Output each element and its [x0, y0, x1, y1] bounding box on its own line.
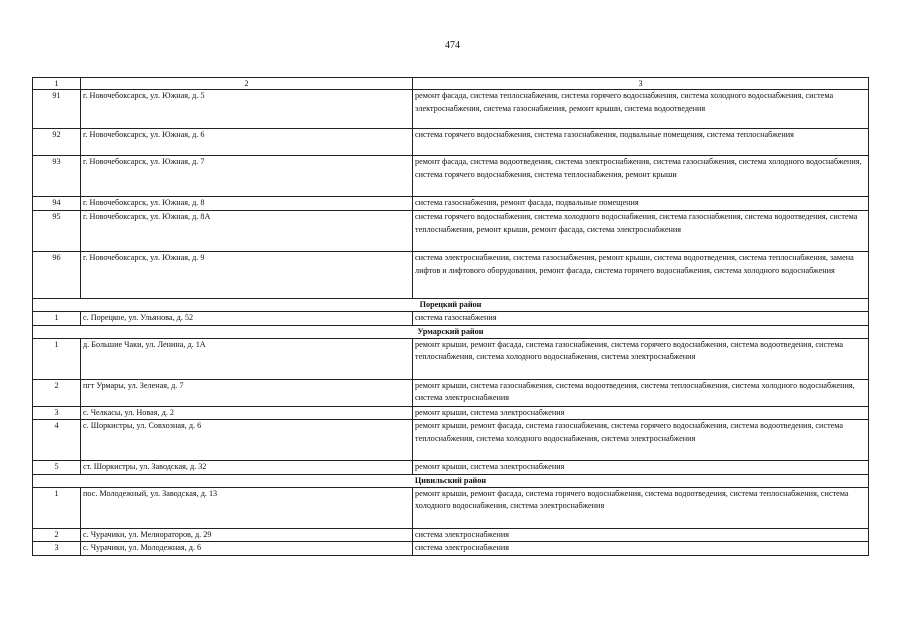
row-works: система электроснабжения — [413, 528, 869, 542]
row-number: 2 — [33, 528, 81, 542]
row-number: 92 — [33, 129, 81, 156]
table-row — [33, 129, 869, 156]
page-number: 474 — [445, 40, 460, 51]
row-number: 1 — [33, 487, 81, 528]
table-row — [33, 211, 869, 252]
row-works: ремонт крыши, ремонт фасада, система газоснабжения, система горячего водоснабжения, система водоотведения, система теплоснабжения, система холодного водоснабжения, система электроснабжения — [413, 338, 869, 379]
row-address: г. Новочебоксарск, ул. Южная, д. 8А — [81, 211, 413, 252]
row-works: ремонт крыши, ремонт фасада, система горячего водоснабжения, система водоотведения, система теплоснабжения, система холодного водоснабжения, система электроснабжения — [413, 487, 869, 528]
column-header-works: 3 — [413, 78, 869, 90]
row-address: г. Новочебоксарск, ул. Южная, д. 9 — [81, 252, 413, 299]
table-row — [33, 542, 869, 556]
row-works: ремонт фасада, система теплоснабжения, система горячего водоснабжения, система холодного водоснабжения, система электроснабжения, система газоснабжения, ремонт крыши, система водоотведения — [413, 90, 869, 129]
row-works: ремонт фасада, система водоотведения, система электроснабжения, система газоснабжения, система холодного водоснабжения, система горячего водоснабжения, система теплоснабжения, ремонт крыши — [413, 156, 869, 197]
row-address: с. Порецкое, ул. Ульянова, д. 52 — [81, 312, 413, 326]
table-body — [33, 78, 869, 556]
table-row — [33, 406, 869, 420]
row-number: 4 — [33, 420, 81, 461]
row-number: 96 — [33, 252, 81, 299]
row-works: система электроснабжения — [413, 542, 869, 556]
row-works: система газоснабжения — [413, 312, 869, 326]
table-row — [33, 379, 869, 406]
district-name: Цивильский район — [33, 474, 869, 487]
district-header-row — [33, 299, 869, 312]
row-works: система электроснабжения, система газоснабжения, ремонт крыши, система водоотведения, система теплоснабжения, замена лифтов и лифтового оборудования, ремонт фасада, система горячего водоснабжения, система холодного водоснабжения — [413, 252, 869, 299]
row-address: с. Чурачики, ул. Молодежная, д. 6 — [81, 542, 413, 556]
district-header-row — [33, 474, 869, 487]
row-number: 94 — [33, 197, 81, 211]
row-address: г. Новочебоксарск, ул. Южная, д. 8 — [81, 197, 413, 211]
row-works: ремонт крыши, система электроснабжения — [413, 406, 869, 420]
row-number: 3 — [33, 406, 81, 420]
column-header-row — [33, 78, 869, 90]
column-header-number: 1 — [33, 78, 81, 90]
row-number: 5 — [33, 461, 81, 475]
table-row — [33, 420, 869, 461]
row-works: ремонт крыши, система электроснабжения — [413, 461, 869, 475]
table-row — [33, 312, 869, 326]
table-row — [33, 156, 869, 197]
table-row — [33, 197, 869, 211]
table-row — [33, 90, 869, 129]
row-number: 1 — [33, 338, 81, 379]
table-row — [33, 338, 869, 379]
housing-repair-table — [32, 77, 869, 556]
row-address: с. Шоркистры, ул. Совхозная, д. 6 — [81, 420, 413, 461]
row-works: система газоснабжения, ремонт фасада, подвальные помещения — [413, 197, 869, 211]
table-row — [33, 252, 869, 299]
row-number: 95 — [33, 211, 81, 252]
row-number: 91 — [33, 90, 81, 129]
row-works: система горячего водоснабжения, система холодного водоснабжения, система газоснабжения, система водоотведения, система теплоснабжения, ремонт крыши, ремонт фасада, система электроснабжения — [413, 211, 869, 252]
row-address: г. Новочебоксарск, ул. Южная, д. 5 — [81, 90, 413, 129]
row-address: г. Новочебоксарск, ул. Южная, д. 7 — [81, 156, 413, 197]
row-address: с. Чурачики, ул. Мелиораторов, д. 29 — [81, 528, 413, 542]
table-row — [33, 461, 869, 475]
district-name: Урмарский район — [33, 325, 869, 338]
row-works: система горячего водоснабжения, система газоснабжения, подвальные помещения, система теплоснабжения — [413, 129, 869, 156]
row-address: г. Новочебоксарск, ул. Южная, д. 6 — [81, 129, 413, 156]
row-number: 1 — [33, 312, 81, 326]
row-address: пос. Молодежный, ул. Заводская, д. 13 — [81, 487, 413, 528]
district-name: Порецкий район — [33, 299, 869, 312]
row-works: ремонт крыши, ремонт фасада, система газоснабжения, система горячего водоснабжения, система водоотведения, система теплоснабжения, система холодного водоснабжения, система электроснабжения — [413, 420, 869, 461]
row-address: д. Большие Чаки, ул. Ленина, д. 1А — [81, 338, 413, 379]
column-header-address: 2 — [81, 78, 413, 90]
row-address: ст. Шоркистры, ул. Заводская, д. 32 — [81, 461, 413, 475]
table-row — [33, 487, 869, 528]
row-number: 2 — [33, 379, 81, 406]
row-works: ремонт крыши, система газоснабжения, система водоотведения, система теплоснабжения, система холодного водоснабжения, система электроснабжения — [413, 379, 869, 406]
row-number: 3 — [33, 542, 81, 556]
district-header-row — [33, 325, 869, 338]
table-row — [33, 528, 869, 542]
row-address: с. Челкасы, ул. Новая, д. 2 — [81, 406, 413, 420]
row-number: 93 — [33, 156, 81, 197]
row-address: пгт Урмары, ул. Зеленая, д. 7 — [81, 379, 413, 406]
